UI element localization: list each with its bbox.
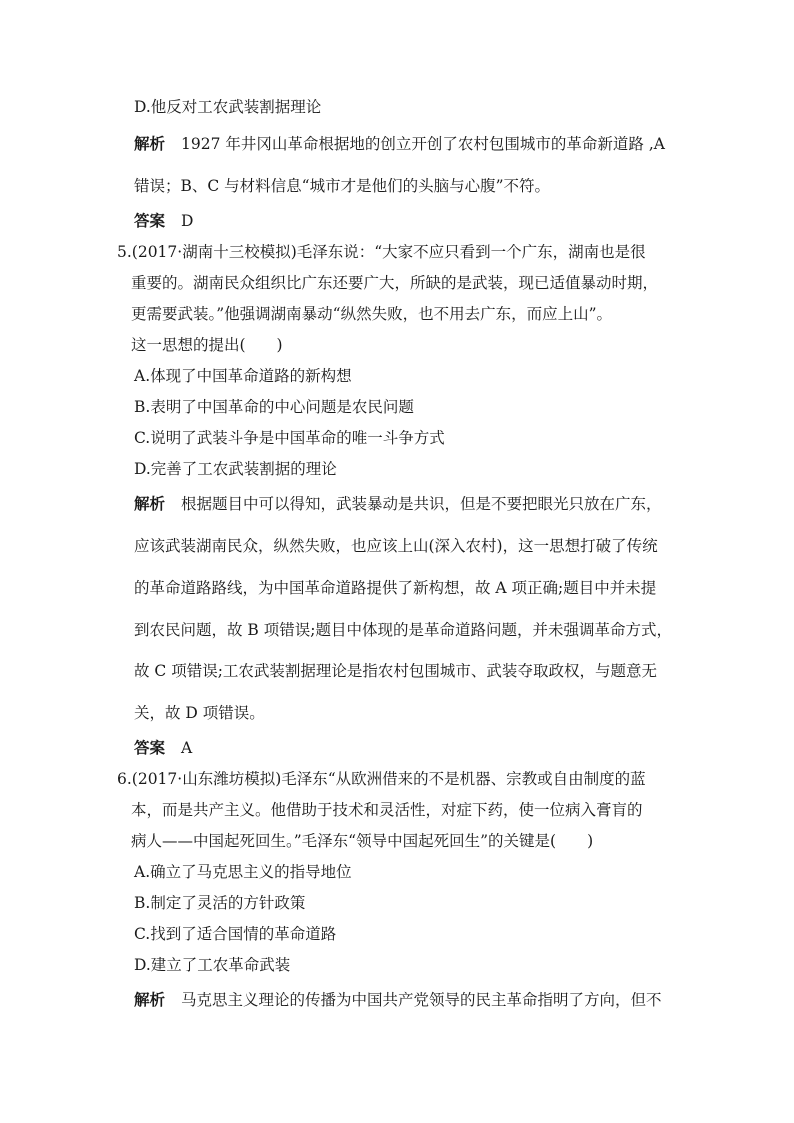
q5-stem-line-1: 5.(2017·湖南十三校模拟)毛泽东说：“大家不应只看到一个广东，湖南也是很 [117, 243, 646, 261]
q6-stem-line-1: 6.(2017·山东潍坊模拟)毛泽东“从欧洲借来的不是机器、宗教或自由制度的蓝 [117, 770, 646, 788]
q6-option-b: B.制定了灵活的方针政策 [134, 894, 306, 912]
q4-analysis-line-2: 错误；B、C 与材料信息“城市才是他们的头脑与心腹”不符。 [134, 177, 551, 195]
q6-option-c: C.找到了适合国情的革命道路 [134, 925, 337, 943]
q5-option-a: A.体现了中国革命道路的新构想 [134, 367, 352, 385]
q5-analysis-line-6: 关，故 D 项错误。 [134, 704, 265, 722]
q5-stem-line-2: 重要的。湖南民众组织比广东还要广大，所缺的是武装，现已适值暴动时期， [131, 274, 659, 292]
q6-analysis-line-1 [134, 990, 662, 1010]
q6-stem-line-2: 本，而是共产主义。他借助于技术和灵活性，对症下药，使一位病入膏肓的 [131, 801, 643, 819]
q5-stem-line-4: 这一思想的提出( ) [131, 336, 283, 354]
q5-analysis-label: 解析 [134, 494, 166, 513]
q6-stem-line-3: 病人——中国起死回生。”毛泽东“领导中国起死回生”的关键是( ) [131, 832, 594, 850]
q5-analysis-line-5: 故 C 项错误;工农武装割据理论是指农村包围城市、武装夺取政权，与题意无 [134, 662, 657, 680]
q6-analysis-text-1: 马克思主义理论的传播为中国共产党领导的民主革命指明了方向，但不 [181, 991, 662, 1009]
q4-answer [134, 211, 193, 231]
q5-analysis-line-2: 应该武装湖南民众，纵然失败，也应该上山(深入农村)，这一思想打破了传统 [134, 537, 658, 555]
q4-option-d: D.他反对工农武装割据理论 [134, 98, 322, 116]
q5-analysis-line-4: 到农民问题，故 B 项错误;题目中体现的是革命道路问题，并未强调革命方式， [134, 621, 672, 639]
q6-option-a: A.确立了马克思主义的指导地位 [134, 863, 352, 881]
q4-analysis-line-1 [134, 134, 665, 154]
q5-option-c: C.说明了武装斗争是中国革命的唯一斗争方式 [134, 429, 445, 447]
q5-option-d: D.完善了工农武装割据的理论 [134, 460, 337, 478]
q5-analysis-line-3: 的革命道路路线，为中国革命道路提供了新构想，故 A 项正确;题目中并未提 [134, 579, 657, 597]
q5-analysis-line-1 [134, 494, 662, 514]
q5-answer-value: A [181, 739, 193, 757]
q4-analysis-label: 解析 [134, 134, 166, 153]
q5-stem-line-3: 更需要武装。”他强调湖南暴动“纵然失败，也不用去广东，而应上山”。 [131, 305, 613, 323]
q6-option-d: D.建立了工农革命武装 [134, 956, 291, 974]
q6-analysis-label: 解析 [134, 990, 166, 1009]
q5-answer-label: 答案 [134, 738, 166, 757]
q5-option-b: B.表明了中国革命的中心问题是农民问题 [134, 398, 414, 416]
q4-analysis-text-1: 1927 年井冈山革命根据地的创立开创了农村包围城市的革命新道路 ,A [181, 135, 665, 153]
q4-answer-value: D [181, 212, 194, 230]
q4-answer-label: 答案 [134, 211, 166, 230]
q5-answer [134, 738, 192, 758]
q5-analysis-text-1: 根据题目中可以得知，武装暴动是共识，但是不要把眼光只放在广东， [181, 495, 662, 513]
